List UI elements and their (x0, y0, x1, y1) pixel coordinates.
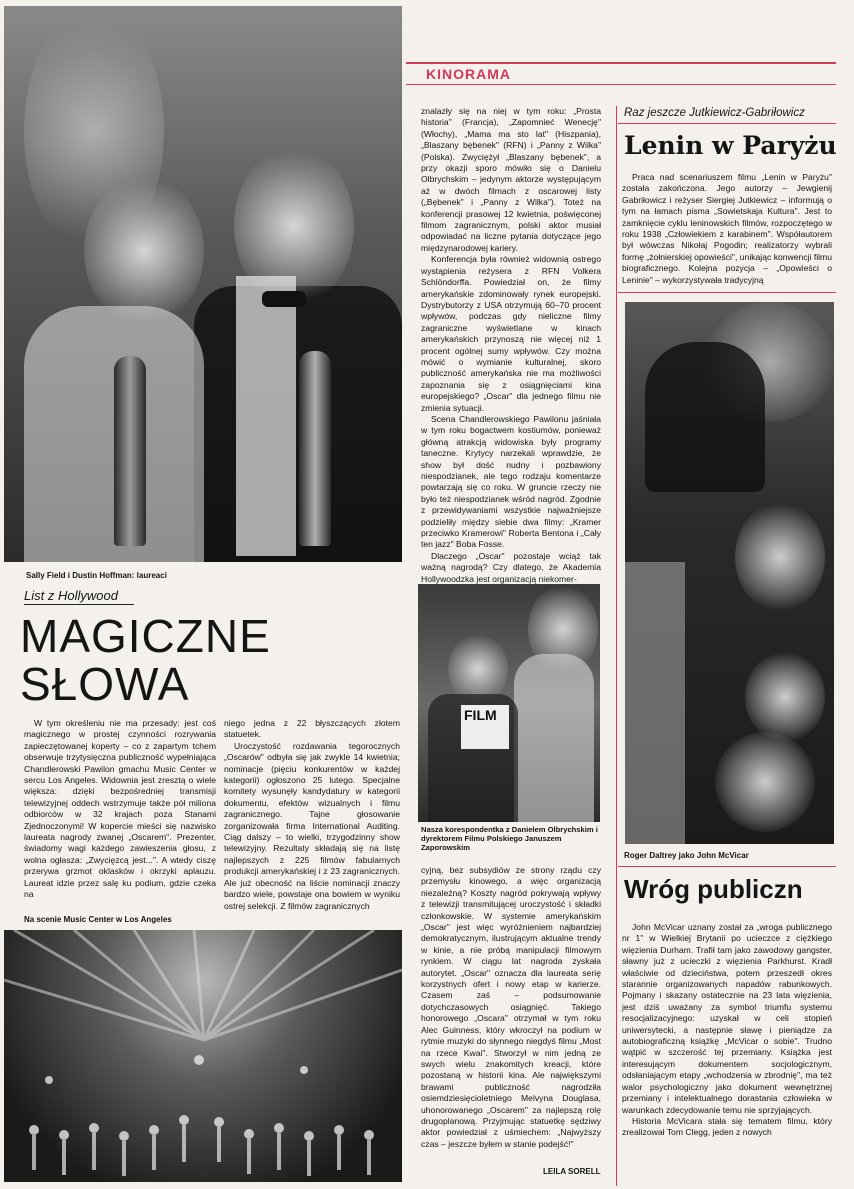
paragraph: John McVicar uznany został za „wroga publicznego nr 1" w Wielkiej Brytanii po ucieczce z ciężkiego więzienia Durham. Trafił tam jako zawodowy gangster, sławny już z ucieczki z więzienia Parkhurst. Kradł właściwie od dzieciństwa, potem przeszedł okres starannie organizowanych napadów rabunkowych. Pojmany i skazany ostatecznie na 23 lata więzienia, jest dziś uważany za symbol triumfu systemu resocjalizacyjnego: uzyskał w celi stopień uniwersytecki, a następnie sławę i pieniądze za autobiograficzną książkę „McVicar o sobie". Trudno wątpić w szczerość tej przemiany. Książka jest interesującym dokumentem socjologicznym, odsłaniającym etapy „wchodzenia w zbrodnię", ma też walor psychologiczny jako dokument wewnętrznej przemiany i intelektualnego dorastania człowieka w warunkach zdecydowanie temu nie sprzyjających. (622, 922, 832, 1115)
paragraph: cyjną, bez subsydiów ze strony rządu czy przemysłu kinowego, a więc organizacją niezależną? Koszty nagród pokrywają wpływy z telewizji transmitującej uroczystość i składki członkowskie. W systemie amerykańskim „Oscar" jest więc wyróżnieniem najbardziej demokratycznym, ilustrującym aktualne trendy w kinie, a nie próbą manipulacji filmowym rynkiem. W ciągu lat nagroda zyskała autorytet. „Oscar" oznacza dla laureata serię korzystnych ofert i nowy etap w karierze. Czasem zaś – podsumowanie dotychczasowych osiągnięć. Takiego honorowego „Oscara" otrzymał w tym roku Alec Guinness, który wkroczył na podium w rytmie muzyki do słynnego niegdyś filmu „Most na rzece Kwai". Stworzył w nim jedną ze swych wielu znakomitych kreacji, które pozostaną w historii kina. Ale największymi brawami publiczność nagrodziła osiemdziesięcioletniego Melvyna Douglasa, uhonorowanego „Oscarem" za najlepszą rolę drugoplanową. Przyjmując statuetkę sędziwy aktor powiedział z uśmiechem: „Najwyższy czas – jeszcze byłem w stanie podejść!" (421, 865, 601, 1149)
section-label: KINORAMA (426, 66, 511, 82)
author-byline: LEILA SORELL (543, 1167, 601, 1176)
photo-oscar-winners (4, 6, 402, 562)
main-article-kicker: List z Hollywood (24, 588, 118, 603)
film-sign (460, 704, 510, 750)
paragraph: Historia McVicara stała się tematem filmu, który zrealizował Tom Clegg, jeden z nowych (622, 1115, 832, 1138)
paragraph: W tym określeniu nie ma przesady: jest coś magicznego w prostej czynności rozrywania zapieczętowanej koperty – co z zapartym tchem obserwuje trzytysięczna publiczność wypełniająca Chandlerowski Pawilon gmachu Music Center w sercu Los Angeles. Widownia jest zresztą o wiele większa: dzięki bezpośredniej transmisji telewizyjnej oddech wstrzymuje także pół miliona odbiorców w 32 krajach poza Stanami Zjednoczonymi! W kopercie mieści się nazwisko laureata nagrody zwanej „Oscarem". Prezenter, świadomy wagi każdego zawieszenia głosu, z wolna ogłasza: „Zwycięzcą jest...". A wtedy ciszę przerywa grzmot oklasków i okrzyki aplauzu. Laureat idzie przez salę ku podium, gdzie czeka na (24, 718, 216, 900)
main-article-column-3-bottom (421, 865, 601, 1161)
caption-oscar-winners: Sally Field i Dustin Hoffman: laureaci (26, 571, 167, 580)
paragraph: Praca nad scenariuszem filmu „Lenin w Paryżu" została zakończona. Jego autorzy – Jewgienij Gabriłowicz i reżyser Siergiej Jutkiewicz – informują o tym na łamach pisma „Sowietskaja Kultura". Jest to zamknięcie cyklu leninowskich filmów, rozpoczętego w roku 1938 „Człowiekiem z karabinem". Współautorem był wówczas Nikołaj Pogodin; realizatorzy wybrali formę „żołnierskiej opowieści", unikając konwencji filmu biograficznego. Kolejna pozycja – „Opowieści o Leninie" – wykorzystywała tradycyjną (622, 172, 832, 285)
paragraph: znalazły się na niej w tym roku: „Prosta historia" (Francja), „Zapomnieć Wenecję" (Włochy), „Mama ma sto lat" (Hiszpania), „Blaszany bębenek" (RFN) i „Panny z Wilka" (Polska). Zwyciężył „Blaszany bębenek", a przy okazji sporo mówiło się o Danielu Olbrychskim – jedynym aktorze występującym aż w dwóch filmach z oscarowej listy („Bębenek" i „Panny z Wilka"). Toteż na konferencji prasowej 12 kwietnia, poświęconej filmom zagranicznym, polski aktor musiał odpowiadać na liczne pytania dotyczące jego międzynarodowej kariery. (421, 106, 601, 253)
side-article-2-top-rule (618, 866, 836, 867)
stage-rays-graphic (4, 930, 402, 1182)
side-article-1-kicker: Raz jeszcze Jutkiewicz-Gabriłowicz (624, 107, 805, 119)
photo-daltrey (625, 302, 834, 844)
main-article-title-line2: SŁOWA (20, 658, 190, 710)
kinorama-top-rule (406, 62, 836, 64)
paragraph: Dlaczego „Oscar" pozostaje wciąż tak ważną nagrodą? Czy dlatego, że Akademia Hollywoodzka jest organizacją niekomer- (421, 550, 601, 584)
side-article-2-title: Wróg publiczn (624, 874, 803, 904)
main-article-column-1 (24, 718, 216, 908)
side-article-2-body (622, 922, 832, 1184)
paragraph: Uroczystość rozdawania tegorocznych „Oscarów" odbyła się jak zwykle 14 kwietnia; nominacje (pięciu konkurentów w każdej kategorii) ogłoszono 25 lutego. Specjalne komitety wysunęły kandydatury w kategorii dokumentu, efektów wizualnych i filmu zagranicznego. Tajne głosowanie zorganizowała firma International Auditing. Ciąg dalszy – to wielki, trzygodzinny show telewizyjny. Rezultaty składają się na listę najlepszych z 225 filmów fabularnych produkcji amerykańskiej i z 23 zagranicznych. Ale już obecność na liście nominacji znaczy bardzo wiele, powstaje ona bowiem w wyniku ostrej selekcji. Z filmów zagranicznych (224, 740, 400, 911)
main-article-title-line1: MAGICZNE (20, 610, 271, 662)
main-article-column-2 (224, 718, 400, 911)
paragraph: niego jedna z 22 błyszczących złotem statuetek. (224, 718, 400, 740)
photo-stage (4, 930, 402, 1182)
right-column-divider (616, 106, 617, 1186)
side-article-1-title: Lenin w Paryżu (624, 131, 837, 160)
caption-stage: Na scenie Music Center w Los Angeles (24, 915, 172, 924)
side-article-1-body (622, 172, 832, 284)
photo-olbrychski (418, 584, 600, 822)
kicker-underline (24, 604, 134, 605)
caption-daltrey: Roger Daltrey jako John McVicar (624, 851, 749, 860)
side-article-1-rule (618, 123, 836, 124)
paragraph: Scena Chandlerowskiego Pawilonu jaśniała w tym roku bogactwem kostiumów, ponieważ główną atrakcją widowiska były programy taneczne. Krytycy narzekali wprawdzie, że show był dość nudny i pozbawiony niespodzianek, ale tego rodzaju komentarze powtarzają się co roku. W gruncie rzeczy nie było też niespodzianek wśród nagród. Zgodnie z przewidywaniami wszystkie najważniejsze podzieliły między siebie dwa filmy: „Kramer przeciwko Kramerowi" Roberta Bentona i „Cały ten jazz" Boba Fosse. (421, 413, 601, 550)
caption-olbrychski: Nasza korespondentka z Danielem Olbrychskim i dyrektorem Filmu Polskiego Januszem Zaporowskim (421, 825, 598, 852)
side-article-1-bottom-rule (618, 292, 836, 293)
paragraph: Konferencja była również widownią ostrego wystąpienia reżysera z RFN Volkera Schlöndorffa. Powiedział on, że filmy amerykańskie zdominowały rynek europejski. Dystrybutorzy z USA otrzymują 60–70 procent wpływów, podczas gdy nieliczne filmy zagraniczne wyświetlane w kinach amerykańskich przynoszą nie więcej niż 1 procent ogólnej sumy wpływów. Czy można mówić o wymianie kulturalnej, skoro publiczność amerykańska nie ma możliwości zapoznania się z osiągnięciami kina europejskiego? „Oscar" dla jednego filmu nie zmienia sytuacji. (421, 254, 601, 413)
kinorama-bottom-rule (406, 84, 836, 85)
main-article-column-3-top (421, 106, 601, 584)
film-sign-text: FILM (464, 707, 497, 723)
